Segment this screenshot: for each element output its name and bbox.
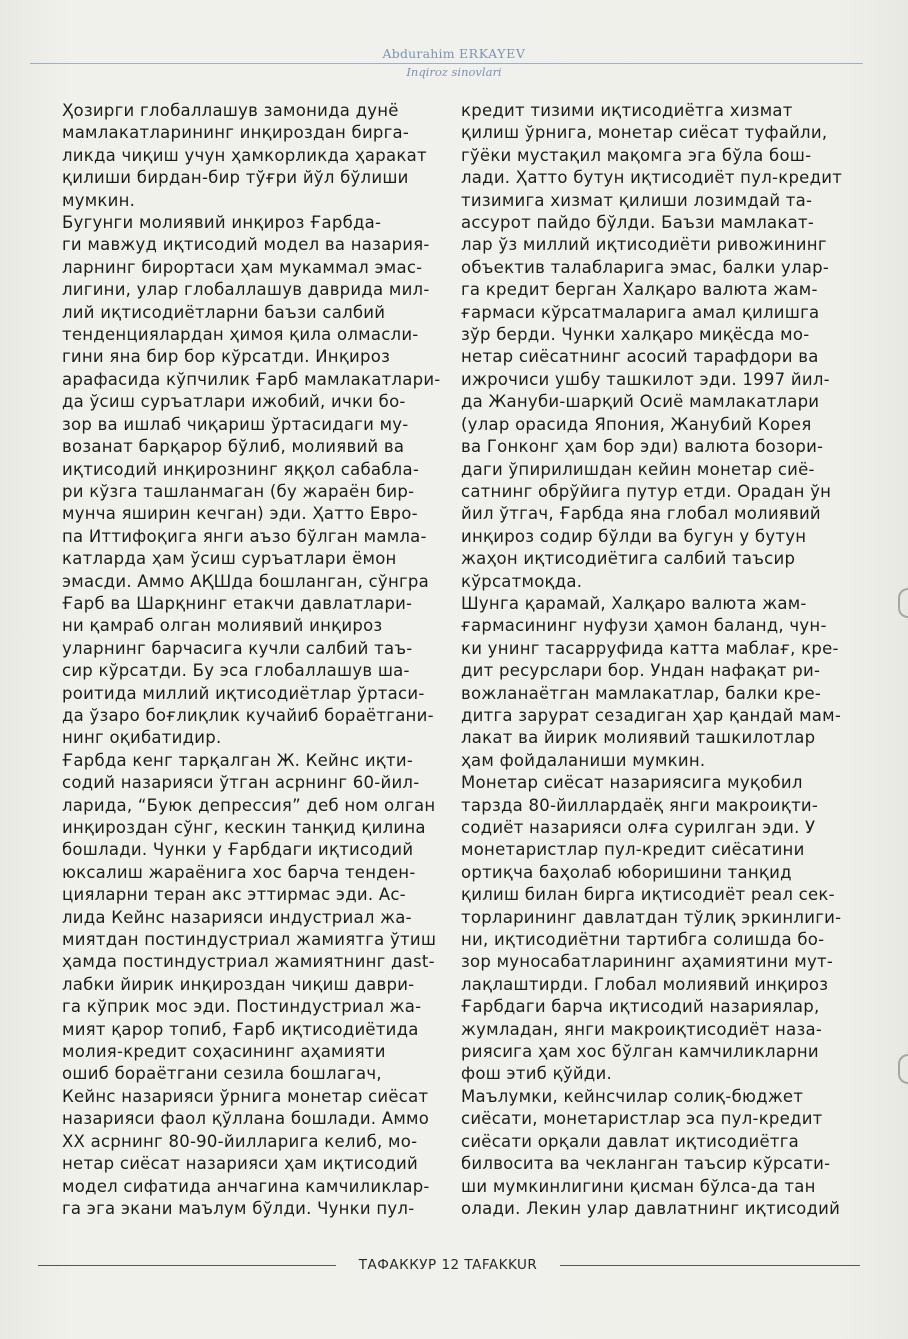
footer-label: ТАФАККУР 12 TAFAKKUR [358,1257,538,1273]
running-header [0,46,908,79]
footer-rule-left [38,1265,336,1266]
author-first-name: Abdurahim [382,46,455,61]
right-column [461,100,863,1220]
author-last-name: ERKAYEV [458,46,526,61]
paragraph: Бугунги молиявий инқироз Ғарбда- ги мавжуд иқтисодий модел ва назария- ларнинг бирортаси ҳам мукаммал эмас- лигини, улар глобаллашув даврида мил- лий иқтисодиётларни баъзи салбий тенденциялардан ҳимоя қила олмасли- гини яна бир бор кўрсатди. Инқироз арафасида кўпчилик Ғарб мамлакатлари- да ўсиш суръатлари ижобий, ички бо- зор ва ишлаб чиқариш ўртасидаги му- возанат барқарор бўлиб, молиявий ва иқтисодий инқирознинг яққол сабабла- ри кўзга ташланмаган (бу жараён бир- мунча яширин кечган) эди. Ҳатто Евро- па Иттифоқига янги аъзо бўлган мамла- катларда ҳам ўсиш суръатлари ёмон эмасди. Аммо АҚШда бошланган, сўнгра Ғарб ва Шарқнинг етакчи давлатлари- ни қамраб олган молиявий инқироз уларнинг барчасига кучли салбий таъ- сир кўрсатди. Бу эса глобаллашув ша- роитида миллий иқтисодиётлар ўртаси- да ўзаро боғлиқлик кучайиб бораётгани- нинг оқибатидир. [62,213,441,748]
paragraph: кредит тизими иқтисодиётга хизмат қилиш ўрнига, монетар сиёсат туфайли, гўёки мустақил мақомга эга бўла бош- лади. Ҳатто бутун иқтисодиёт пул-кредит тизимига хизмат қилиши лозимдай та- ассурот пайдо бўлди. Баъзи мамлакат- лар ўз миллий иқтисодиёти ривожининг объектив талабларига эмас, балки улар- га кредит берган Халқаро валюта жам- ғармаси кўрсатмаларига амал қилишга зўр берди. Чунки халқаро миқёсда мо- нетар сиёсатнинг асосий тарафдори ва ижрочиси ушбу ташкилот эди. 1997 йил- да Жануби-шарқий Осиё мамлакатлари (улар орасида Япония, Жанубий Корея ва Гонконг ҳам бор эди) валюта бозори- даги ўпирилишдан кейин монетар сиё- сатнинг обрўйига путур етди. Орадан ўн йил ўтгач, Ғарбда яна глобал молиявий инқироз содир бўлди ва бугун у бутун жаҳон иқтисодиётига салбий таъсир кўрсатмоқда. [461,101,843,591]
paragraph: Монетар сиёсат назариясига муқобил тарзда 80-йиллардаёқ янги макроиқти- содиёт назарияси олға сурилган эди. У монетаристлар пул-кредит сиёсатини ортиқча баҳолаб юборишини танқид қилиш билан бирга иқтисодиёт реал сек- торларининг давлатдан тўлиқ эркинлиги- ни, иқтисодиётни тартибга солишда бо- зор муносабатларининг аҳамиятини мут- лақлаштирди. Глобал молиявий инқироз Ғарбдаги барча иқтисодий назариялар, жумладан, янги макроиқтисодиёт наза- риясига ҳам хос бўлган камчиликларни фош этиб қўйди. [461,773,842,1084]
paragraph: Маълумки, кейнсчилар солиқ-бюджет сиёсати, монетаристлар эса пул-кредит сиёсати орқали давлат иқтисодиётга билвосита ва чекланган таъсир кўрсати- ши мумкинлигини қисман бўлса-да тан олади. Лекин улар давлатнинг иқтисодий [461,1086,841,1218]
header-rule [30,63,863,64]
footer-rule-right [560,1265,860,1266]
article-subtitle: Inqiroz sinovlari [406,65,502,79]
left-column [62,100,442,1220]
page-footer [0,1256,908,1276]
author-name [0,46,908,61]
paragraph: Шунга қарамай, Халқаро валюта жам- ғармасининг нуфузи ҳамон баланд, чун- ки унинг тасарруфида катта маблағ, кре- дит ресурслари бор. Ундан нафақат ри- вожланаётган мамлакатлар, балки кре- дитга зарурат сезадиган ҳар қандай мам- лакат ва йирик молиявий ташкилотлар ҳам фойдаланиши мумкин. [461,593,842,770]
binding-mark [898,588,908,618]
paragraph: Ҳозирги глобаллашув замонида дунё мамлакатларининг инқироздан бирга- ликда чиқиш учун ҳамкорликда ҳаракат қилиши бирдан-бир тўғри йўл бўлиши мумкин. [62,101,427,210]
paragraph: Ғарбда кенг тарқалган Ж. Кейнс иқти- содий назарияси ўтган асрнинг 60-йил- ларида, “Буюк депрессия” деб ном олган инқироздан сўнг, кескин танқид қилина бошлади. Чунки у Ғарбдаги иқтисодий юксалиш жараёнига хос барча тенден- цияларни теран акс эттирмас эди. Ас- лида Кейнс назарияси индустриал жа- миятдан постиндустриал жамиятга ўтиш ҳамда постиндустриал жамиятнинг дast- лабки йирик инқироздан чиқиш даври- га кўприк мос эди. Постиндустриал жа- мият қарор топиб, Ғарб иқтисодиётида молия-кредит соҳасининг аҳамияти ошиб бораётгани сезила бошлагач, Кейнс назарияси ўрнига монетар сиёсат назарияси фаол қўллана бошлади. Аммо XX асрнинг 80-90-йилларига келиб, мо- нетар сиёсат назарияси ҳам иқтисодий модел сифатида анчагина камчиликлар- га эга экани маълум бўлди. Чунки пул- [62,750,437,1218]
binding-mark [898,1054,908,1084]
